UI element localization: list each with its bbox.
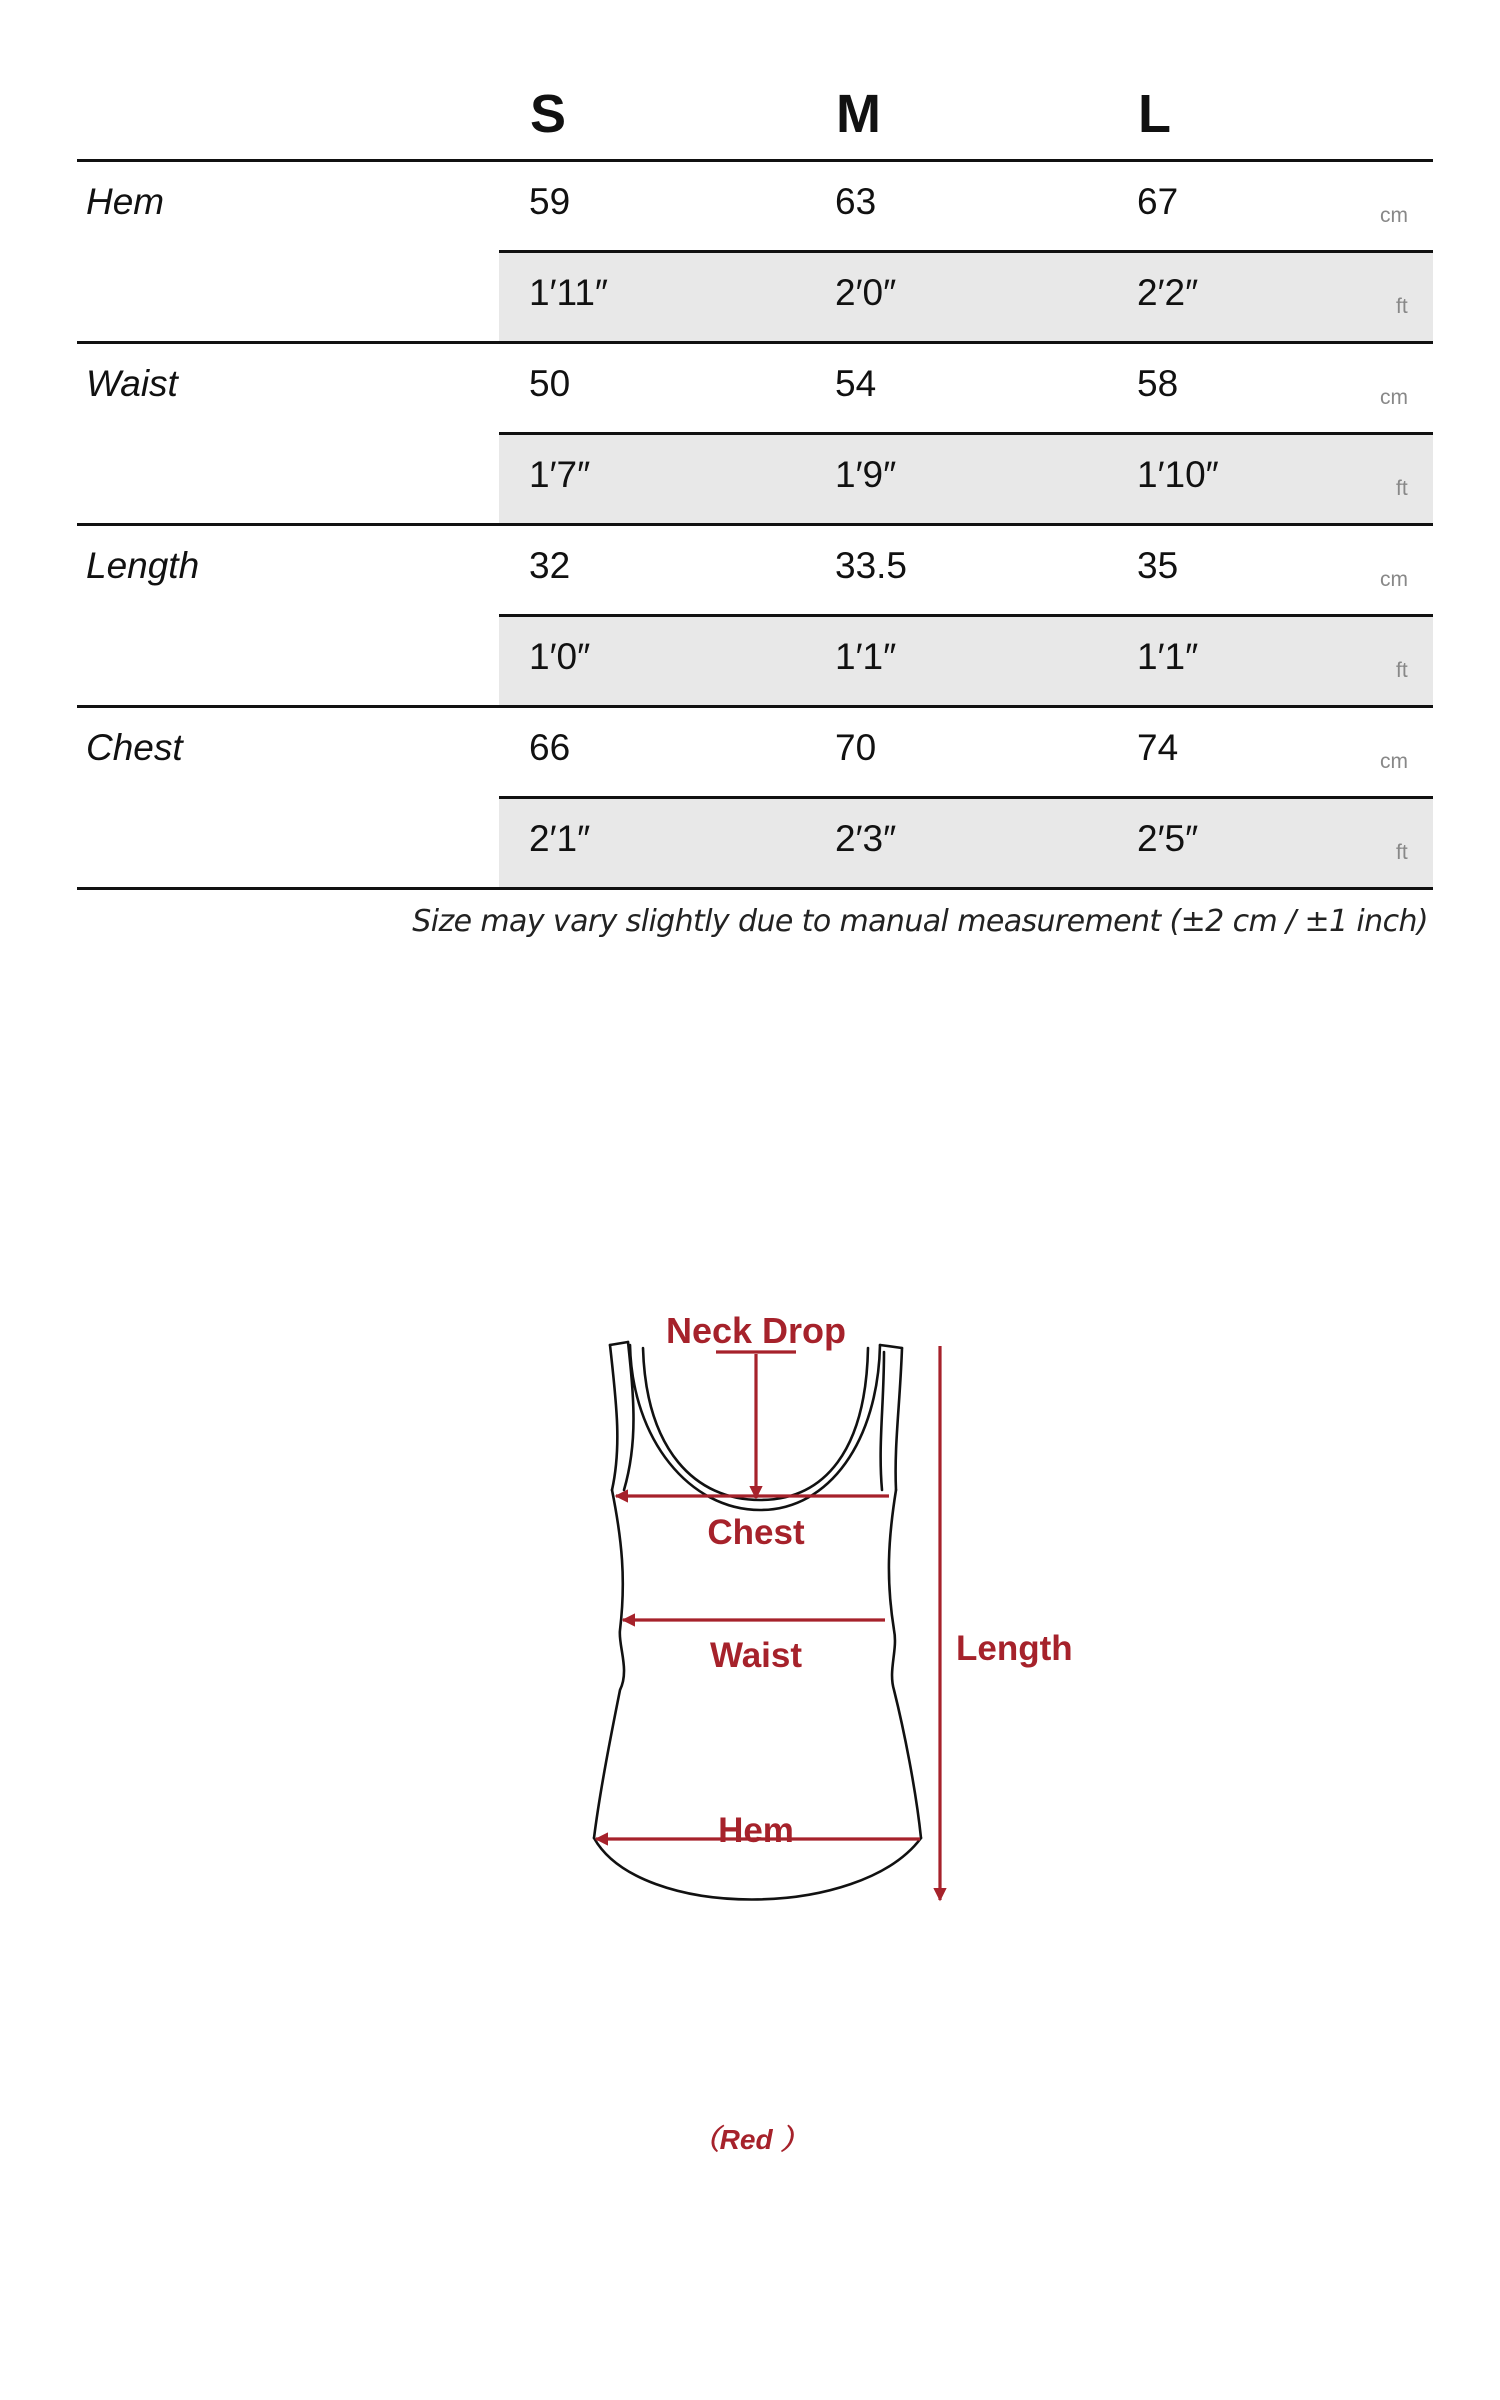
ft-value: 1′1″ [835, 636, 897, 677]
measurement-disclaimer: Size may vary slightly due to manual measurement (±2 cm / ±1 inch) [412, 904, 1428, 939]
cm-value: 32 [529, 545, 571, 586]
cm-value: 66 [529, 727, 571, 768]
size-header-s: S [530, 84, 567, 144]
cm-value: 59 [529, 181, 571, 222]
chest-label: Chest [707, 1513, 805, 1552]
ft-value: 1′7″ [529, 454, 591, 495]
ft-value: 1′0″ [529, 636, 591, 677]
row-divider [499, 614, 1433, 617]
imperial-row-band [499, 798, 1433, 887]
unit-ft: ft [1396, 841, 1408, 864]
measurement-label-waist: Waist [86, 363, 178, 404]
ft-value: 1′10″ [1137, 454, 1219, 495]
color-variant-label: （Red ） [691, 2124, 809, 2155]
hem-label: Hem [718, 1811, 794, 1850]
unit-cm: cm [1380, 750, 1408, 773]
cm-value: 74 [1137, 727, 1179, 768]
table-top-rule [77, 159, 1433, 162]
size-table [77, 60, 1433, 884]
ft-value: 1′1″ [1137, 636, 1199, 677]
row-divider [499, 796, 1433, 799]
ft-value: 1′11″ [529, 272, 609, 313]
imperial-row-band [499, 252, 1433, 341]
cm-value: 58 [1137, 363, 1179, 404]
waist-label: Waist [709, 1636, 803, 1675]
ft-value: 2′3″ [835, 818, 897, 859]
cm-value: 54 [835, 363, 877, 404]
ft-value: 2′0″ [835, 272, 897, 313]
measurement-label-length: Length [86, 545, 200, 586]
ft-value: 1′9″ [835, 454, 897, 495]
row-divider [499, 432, 1433, 435]
unit-ft: ft [1396, 659, 1408, 682]
ft-value: 2′1″ [529, 818, 591, 859]
unit-ft: ft [1396, 295, 1408, 318]
cm-value: 50 [529, 363, 571, 404]
imperial-row-band [499, 616, 1433, 705]
unit-cm: cm [1380, 386, 1408, 409]
imperial-row-band [499, 434, 1433, 523]
cm-value: 63 [835, 181, 877, 222]
measurement-label-chest: Chest [86, 727, 183, 768]
tank-top-measurement-diagram [560, 1270, 1120, 1930]
cm-value: 67 [1137, 181, 1179, 222]
size-header-l: L [1138, 84, 1171, 144]
cm-value: 33.5 [835, 545, 908, 586]
measurement-label-hem: Hem [86, 181, 165, 222]
group-divider [77, 887, 1433, 890]
group-divider [77, 705, 1433, 708]
length-label: Length [956, 1629, 1073, 1668]
ft-value: 2′2″ [1137, 272, 1199, 313]
neck-drop-label: Neck Drop [665, 1310, 847, 1351]
group-divider [77, 523, 1433, 526]
size-header-m: M [836, 84, 881, 144]
row-divider [499, 250, 1433, 253]
unit-cm: cm [1380, 204, 1408, 227]
unit-cm: cm [1380, 568, 1408, 591]
ft-value: 2′5″ [1137, 818, 1199, 859]
unit-ft: ft [1396, 477, 1408, 500]
group-divider [77, 341, 1433, 344]
cm-value: 70 [835, 727, 877, 768]
cm-value: 35 [1137, 545, 1179, 586]
